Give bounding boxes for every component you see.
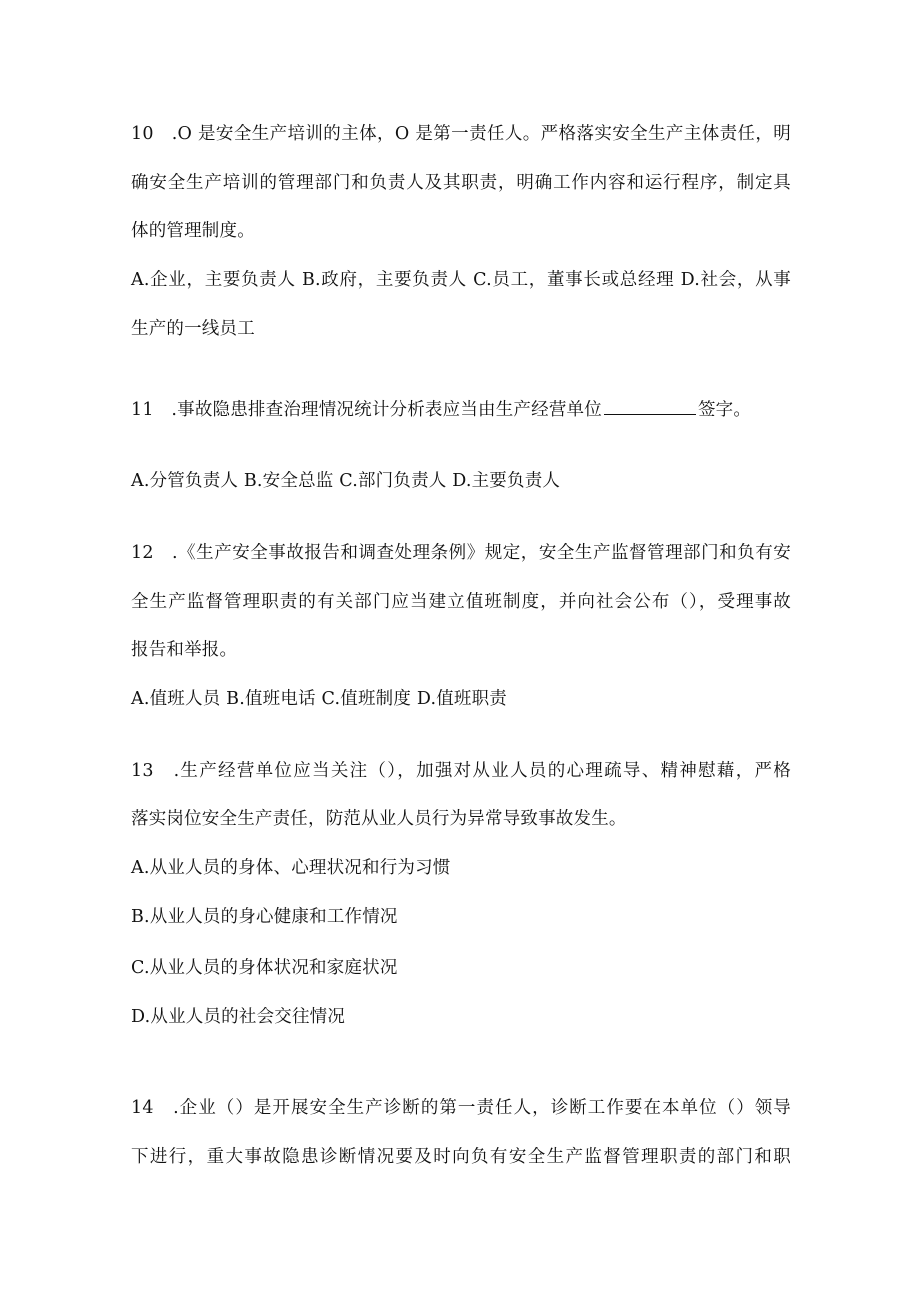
q12-options: A.值班人员 B.值班电话 C.值班制度 D.值班职责 (131, 689, 508, 709)
q11-fill-blank (604, 398, 696, 415)
q11-stem-before: 11 .事故隐患排查治理情况统计分析表应当由生产经营单位 (131, 400, 602, 420)
q12-stem-line-1: 12 .《生产安全事故报告和调查处理条例》规定，安全生产监督管理部门和负有安 (131, 543, 791, 563)
q11-options: A.分管负责人 B.安全总监 C.部门负责人 D.主要负责人 (131, 471, 561, 491)
q12-stem-line-2: 全生产监督管理职责的有关部门应当建立值班制度，并向社会公布（），受理事故 (131, 592, 791, 612)
q13-stem-line-2: 落实岗位安全生产责任，防范从业人员行为异常导致事故发生。 (131, 809, 627, 829)
q10-options-line-2: 生产的一线员工 (131, 319, 255, 339)
q10-stem-line-2: 确安全生产培训的管理部门和负责人及其职责，明确工作内容和运行程序，制定具 (131, 173, 791, 193)
q14-stem-line-1: 14 .企业（）是开展安全生产诊断的第一责任人，诊断工作要在本单位（）领导 (131, 1098, 791, 1118)
q11-stem (131, 398, 791, 422)
q11-stem-after: 签字。 (697, 400, 752, 420)
q10-stem-line-1: 10 .O 是安全生产培训的主体，O 是第一责任人。严格落实安全生产主体责任，明 (131, 124, 791, 144)
q13-option-c: C.从业人员的身体状况和家庭状况 (131, 958, 398, 978)
q13-stem-line-1: 13 .生产经营单位应当关注（），加强对从业人员的心理疏导、精神慰藉，严格 (131, 761, 791, 781)
q13-option-b: B.从业人员的身心健康和工作情况 (131, 907, 398, 927)
q13-option-a: A.从业人员的身体、心理状况和行为习惯 (131, 858, 451, 878)
q10-stem-line-3: 体的管理制度。 (131, 221, 255, 241)
q14-stem-line-2: 下进行，重大事故隐患诊断情况要及时向负有安全生产监督管理职责的部门和职 (131, 1147, 791, 1167)
q12-stem-line-3: 报告和举报。 (131, 640, 238, 660)
q13-option-d: D.从业人员的社会交往情况 (131, 1007, 346, 1027)
q10-options-line-1: A.企业，主要负责人 B.政府，主要负责人 C.员工，董事长或总经理 D.社会，从事 (131, 270, 791, 290)
